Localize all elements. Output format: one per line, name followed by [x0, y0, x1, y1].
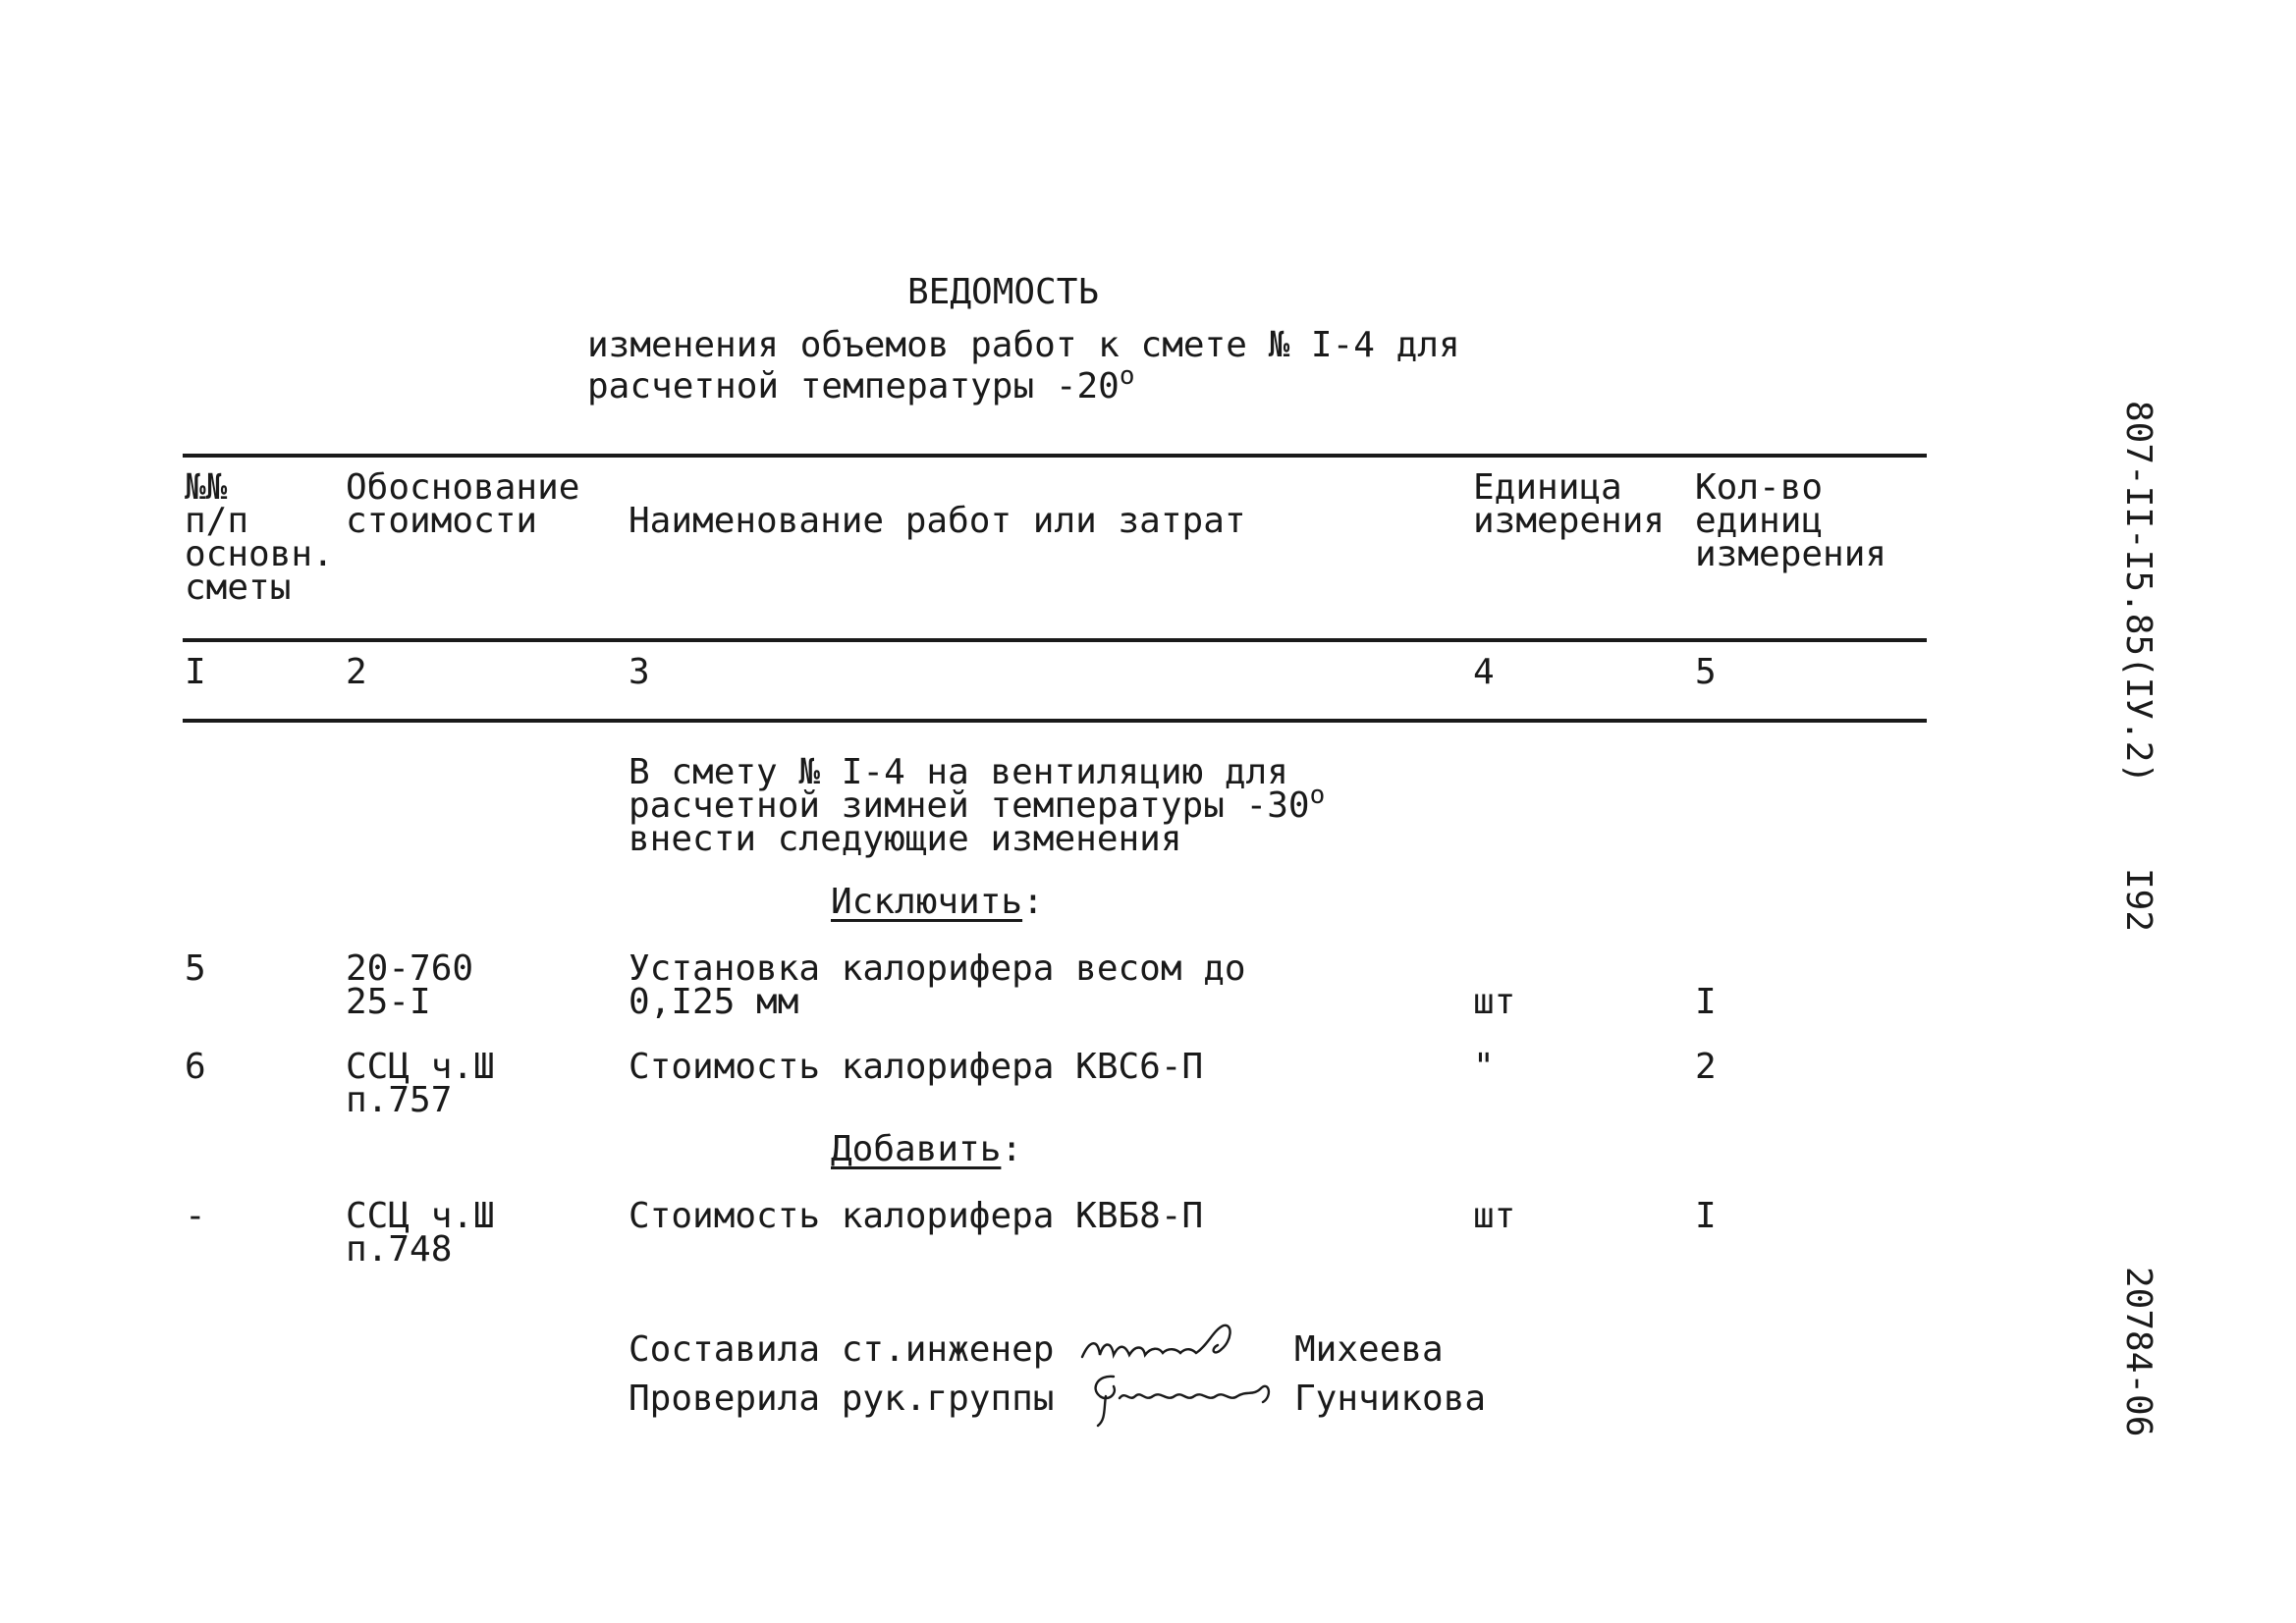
document-code: 807-II-I5.85(IУ.2) — [2118, 401, 2159, 784]
col-header-quantity: Кол-во единиц измерения — [1695, 467, 1887, 574]
row-1-number: 5 — [185, 948, 206, 989]
col-number-5: 5 — [1695, 652, 1717, 692]
section-exclude-heading: Исключить: — [831, 882, 1044, 922]
document-subtitle-line1: изменения объемов работ к смете № I-4 для — [587, 325, 1460, 365]
compiled-by-label: Составила ст.инженер — [629, 1329, 1055, 1370]
col-header-name: Наименование работ или затрат — [629, 501, 1246, 541]
intro-text: В смету № I-4 на вентиляцию для расчетной зимней температуры $-30^о$ внести следующие изменения — [629, 752, 1326, 859]
col-header-number: №№ п/п основн. сметы — [185, 467, 334, 608]
col-number-1: I — [185, 652, 206, 692]
page-number: I92 — [2118, 868, 2159, 933]
row-3-name: Стоимость калорифера КВБ8-П — [629, 1196, 1204, 1236]
row-2-basis: ССЦ ч.Ш п.757 — [346, 1047, 495, 1120]
section-add-heading: Добавить: — [831, 1129, 1023, 1169]
archive-number: 20784-06 — [2118, 1267, 2159, 1437]
document-subtitle-line2: расчетной температуры $-20^о$ — [587, 361, 1135, 406]
checked-by-label: Проверила рук.группы — [629, 1379, 1055, 1419]
row-3-number: - — [185, 1196, 206, 1236]
signature-gunchikova — [1084, 1367, 1281, 1432]
row-3-basis: ССЦ ч.Ш п.748 — [346, 1196, 495, 1270]
row-3-quantity: I — [1695, 1196, 1717, 1236]
row-3-unit: шт — [1473, 1196, 1516, 1236]
col-number-2: 2 — [346, 652, 367, 692]
degree-sign: о — [1119, 361, 1135, 391]
row-1-quantity: I — [1695, 982, 1717, 1022]
document-title: ВЕДОМОСТЬ — [907, 272, 1100, 312]
col-number-3: 3 — [629, 652, 650, 692]
table-top-rule — [183, 454, 1927, 458]
col-number-4: 4 — [1473, 652, 1495, 692]
table-header-rule — [183, 638, 1927, 642]
compiled-by-name: Михеева — [1294, 1329, 1444, 1370]
row-2-name: Стоимость калорифера КВС6-П — [629, 1047, 1204, 1087]
col-header-basis: Обоснование стоимости — [346, 467, 580, 541]
row-1-name: Установка калорифера весом до 0,I25 мм — [629, 948, 1246, 1022]
col-header-unit: Единица измерения — [1473, 467, 1666, 541]
row-2-quantity: 2 — [1695, 1047, 1717, 1087]
row-2-number: 6 — [185, 1047, 206, 1087]
signature-mikheeva — [1076, 1320, 1263, 1371]
row-2-unit: " — [1473, 1047, 1495, 1087]
row-1-unit: шт — [1473, 982, 1516, 1022]
table-numbers-rule — [183, 719, 1927, 723]
row-1-basis: 20-760 25-I — [346, 948, 474, 1022]
degree-sign: о — [1309, 781, 1326, 810]
checked-by-name: Гунчикова — [1294, 1379, 1487, 1419]
